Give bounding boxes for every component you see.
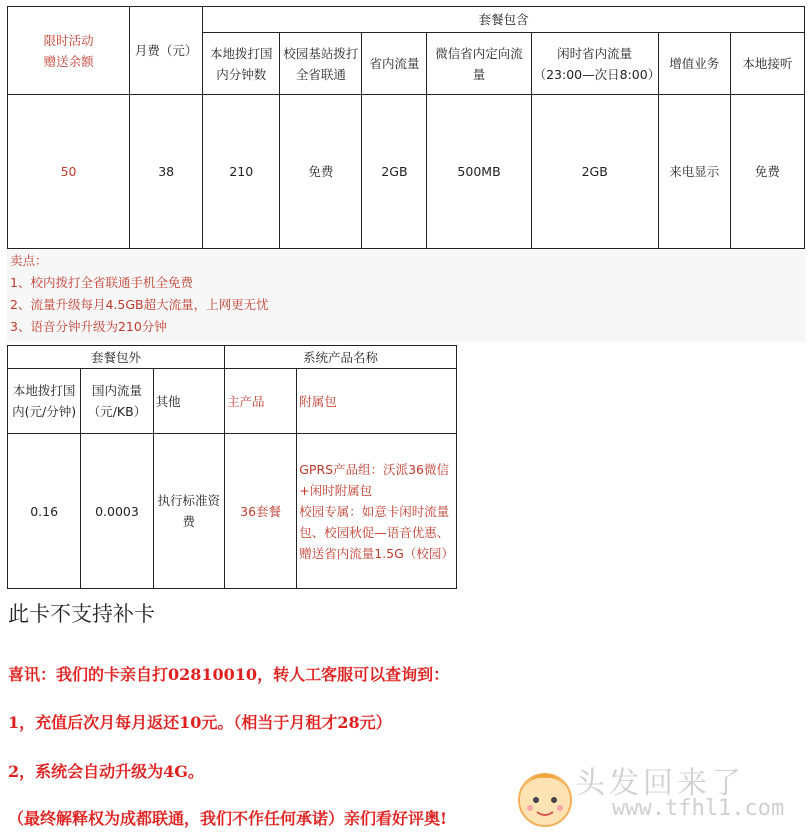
addon-value bbox=[297, 434, 457, 589]
monthly-fee-value: 38 bbox=[130, 95, 203, 249]
monthly-fee-header: 月费（元） bbox=[130, 7, 203, 95]
other-header: 其他 bbox=[153, 369, 224, 434]
package-table bbox=[7, 6, 805, 249]
no-card-notice: 此卡不支持补卡 bbox=[8, 602, 155, 626]
vas-value: 来电显示 bbox=[658, 95, 730, 249]
promo-line: 喜讯：我们的卡亲自打02810010，转人工客服可以查询到： bbox=[8, 665, 450, 684]
promo-value: 50 bbox=[8, 95, 130, 249]
selling-point-item: 2、流量升级每月4.5GB超大流量，上网更无忧 bbox=[10, 297, 269, 312]
selling-point-item: 3、语音分钟升级为210分钟 bbox=[10, 319, 167, 334]
local-rate-value: 0.16 bbox=[8, 434, 81, 589]
product-name-header: 系统产品名称 bbox=[224, 346, 456, 369]
addon-value-line: GPRS产品组：沃派36微信+闲时附属包 bbox=[299, 461, 450, 498]
idle-data-value: 2GB bbox=[531, 95, 658, 249]
rates-table bbox=[7, 345, 457, 589]
promo-header-cell: 限时活动 赠送余额 bbox=[8, 7, 130, 95]
province-data-header: 省内流量 bbox=[362, 33, 427, 95]
idle-data-header: 闲时省内流量（23:00—次日8:00） bbox=[531, 33, 658, 95]
selling-points bbox=[7, 250, 805, 342]
local-minutes-header: 本地拨打国内分钟数 bbox=[203, 33, 280, 95]
main-product-value: 36套餐 bbox=[224, 434, 296, 589]
package-includes-header: 套餐包含 bbox=[203, 7, 805, 33]
main-product-header: 主产品 bbox=[224, 369, 296, 434]
watermark-text: 头发回来了 bbox=[575, 766, 745, 801]
local-answer-value: 免费 bbox=[730, 95, 804, 249]
selling-point-item: 1、校内拨打全省联通手机全免费 bbox=[10, 275, 193, 290]
campus-station-value: 免费 bbox=[280, 95, 362, 249]
local-minutes-value: 210 bbox=[203, 95, 280, 249]
local-rate-header: 本地拨打国内(元/分钟) bbox=[8, 369, 81, 434]
other-value: 执行标准资费 bbox=[153, 434, 224, 589]
promo-line: 1，充值后次月每月返还10元。（相当于月租才28元） bbox=[8, 713, 392, 732]
addon-value-line: 校园专属：如意卡闲时流量包、校园秋促—语音优惠、赠送省内流量1.5G（校园） bbox=[299, 503, 454, 561]
selling-points-title: 卖点： bbox=[10, 253, 48, 268]
promo-line: 2，系统会自动升级为4G。 bbox=[8, 762, 204, 781]
local-answer-header: 本地接听 bbox=[730, 33, 804, 95]
addon-header: 附属包 bbox=[297, 369, 457, 434]
wechat-data-value: 500MB bbox=[427, 95, 531, 249]
province-data-value: 2GB bbox=[362, 95, 427, 249]
watermark-url: www.tfhl1.com bbox=[612, 796, 785, 821]
outside-package-header: 套餐包外 bbox=[8, 346, 225, 369]
domestic-data-value: 0.0003 bbox=[81, 434, 153, 589]
domestic-data-header: 国内流量（元/KB） bbox=[81, 369, 153, 434]
campus-station-header: 校园基站拨打全省联通 bbox=[280, 33, 362, 95]
wechat-data-header: 微信省内定向流量 bbox=[427, 33, 531, 95]
promo-line: （最终解释权为成都联通，我们不作任何承诺）亲们看好评奥! bbox=[8, 809, 448, 828]
vas-header: 增值业务 bbox=[658, 33, 730, 95]
